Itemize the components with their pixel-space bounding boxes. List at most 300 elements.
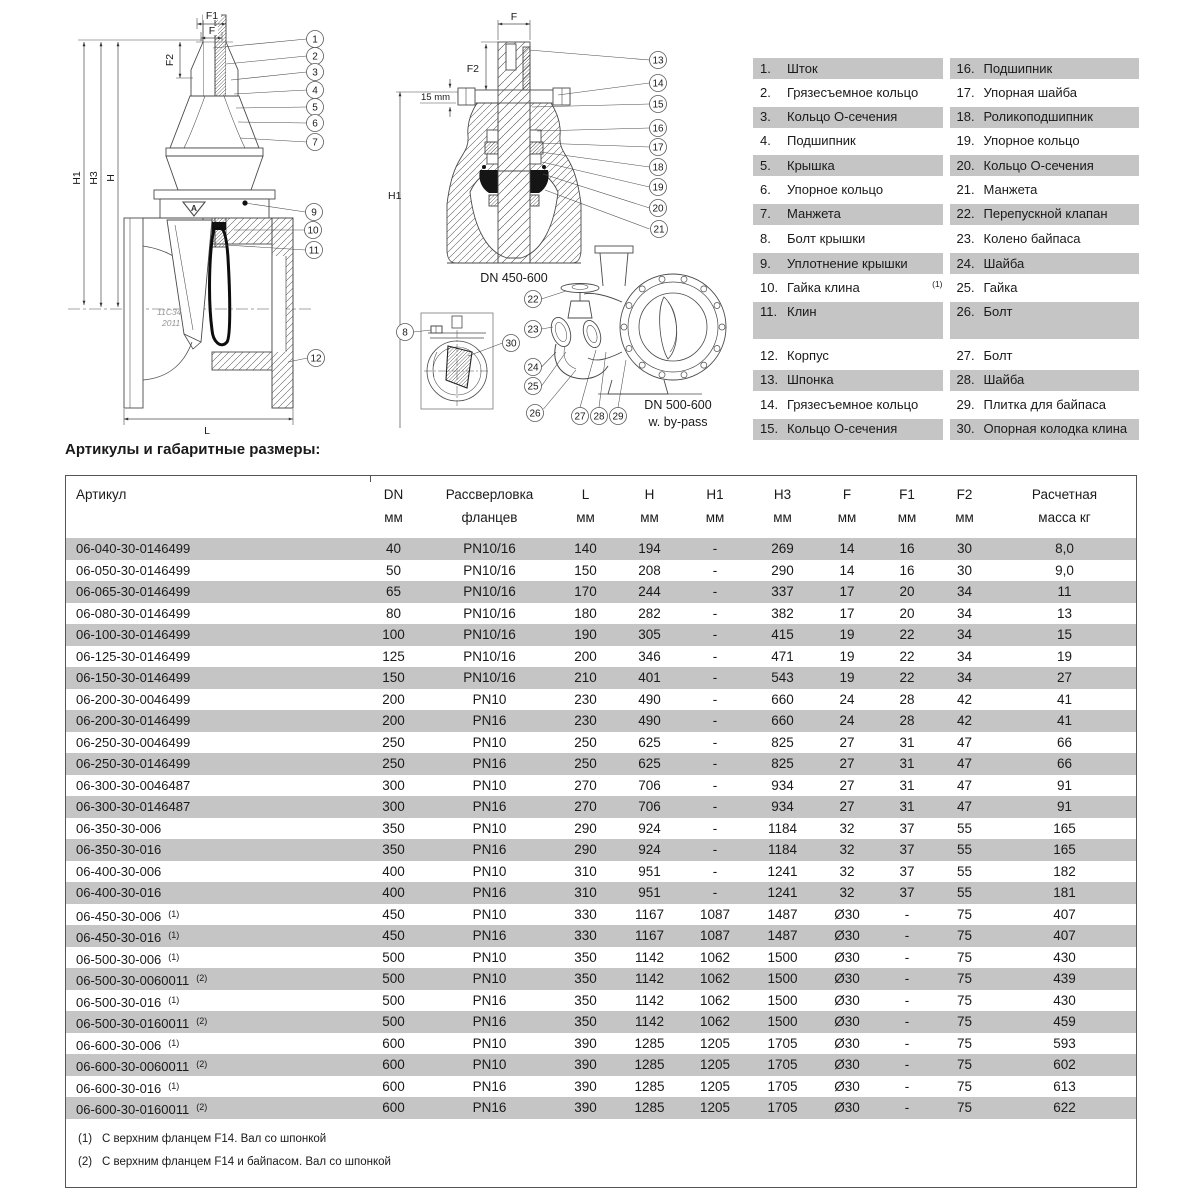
value-cell: 91	[1056, 799, 1073, 814]
part-number: 15.	[760, 421, 779, 437]
value-cell: -	[904, 1100, 910, 1115]
part-label: Грязесъемное кольцо	[787, 396, 919, 412]
article-cell	[66, 861, 361, 883]
value-cell: Ø30	[834, 992, 860, 1008]
value-cell: 825	[771, 734, 794, 750]
part-number: 16.	[956, 60, 975, 76]
value-cell: 230	[574, 691, 597, 707]
value-cell: 75	[956, 928, 973, 943]
article-cell	[66, 538, 361, 560]
part-footnote-marker: (1)	[932, 278, 943, 289]
article-number: 06-350-30-016	[76, 842, 162, 857]
table-row	[66, 1054, 1136, 1076]
value-cell: 600	[382, 1057, 405, 1072]
value-cell: 100	[382, 627, 405, 642]
value-cell: 543	[771, 670, 794, 685]
part-number: 8.	[760, 230, 771, 246]
value-cell: 16	[899, 541, 915, 556]
part-number: 22.	[956, 206, 975, 222]
value-cell: 290	[771, 562, 794, 578]
value-cell: 1285	[634, 1100, 665, 1115]
article-cell	[66, 818, 361, 840]
callout-label: 4	[312, 85, 318, 97]
value-cell: 1500	[767, 971, 798, 986]
article-footnote-marker: (1)	[168, 930, 180, 940]
parts-list-item	[950, 179, 1140, 200]
value-cell: -	[712, 541, 718, 556]
callout-label: 13	[652, 55, 664, 67]
parts-list-item	[753, 107, 943, 128]
value-cell: 430	[1053, 992, 1076, 1008]
value-cell: 22	[899, 670, 915, 685]
table-row	[66, 1076, 1136, 1098]
drawing-caption-dn500-600: DN 500-600	[644, 398, 712, 412]
value-cell: 300	[382, 799, 405, 814]
value-cell: 27	[1056, 670, 1073, 685]
callout-label: 30	[505, 338, 517, 350]
value-cell: 337	[771, 584, 794, 599]
value-cell: 20	[899, 584, 915, 599]
value-cell: 14	[839, 541, 855, 556]
callout-label: 21	[653, 224, 665, 236]
value-cell: -	[712, 863, 718, 879]
value-cell: 350	[382, 842, 405, 857]
dim-f2-label: F2	[466, 63, 479, 75]
part-label: Плитка для байпаса	[983, 396, 1106, 412]
part-label: Подшипник	[983, 60, 1053, 76]
table-row	[66, 925, 1136, 947]
value-cell: 439	[1053, 971, 1076, 986]
value-cell: 450	[382, 928, 405, 943]
part-label: Манжета	[983, 181, 1038, 197]
part-label: Кольцо О-сечения	[787, 109, 898, 125]
part-label: Шток	[787, 60, 818, 76]
value-cell: 55	[956, 885, 973, 900]
value-cell: 290	[574, 820, 597, 836]
value-cell: PN16	[472, 1100, 507, 1115]
value-cell: PN16	[472, 1078, 507, 1094]
value-cell: 1705	[767, 1100, 798, 1115]
value-cell: 706	[638, 799, 661, 814]
table-row	[66, 667, 1136, 689]
value-cell: 42	[956, 691, 973, 707]
value-cell: -	[712, 885, 718, 900]
table-row	[66, 1097, 1136, 1119]
table-footnotes	[66, 1119, 1136, 1187]
value-cell: 91	[1056, 777, 1073, 793]
brand-logo-mark: A	[190, 203, 198, 213]
value-cell: 11	[1057, 584, 1072, 599]
value-cell: -	[904, 906, 910, 922]
part-label: Болт	[983, 348, 1013, 364]
value-cell: PN10/16	[463, 627, 516, 642]
callout-label: 17	[652, 142, 664, 154]
value-cell: 34	[956, 605, 973, 621]
value-cell: 390	[574, 1100, 597, 1115]
dim-h1-label: H1	[388, 190, 402, 202]
part-number: 29.	[956, 396, 975, 412]
parts-list-item	[753, 302, 943, 339]
value-cell: PN10/16	[463, 648, 516, 664]
table-row	[66, 882, 1136, 904]
value-cell: 41	[1056, 713, 1073, 728]
part-label: Корпус	[787, 348, 829, 364]
value-cell: 19	[839, 648, 855, 664]
callout-label: 7	[312, 137, 318, 149]
callout-label: 3	[312, 67, 318, 79]
part-label: Роликоподшипник	[983, 109, 1093, 125]
value-cell: 1062	[699, 949, 731, 965]
value-cell: 16	[899, 562, 915, 578]
value-cell: 22	[899, 648, 915, 664]
value-cell: 459	[1053, 1014, 1076, 1029]
dim-15mm-label: 15 mm	[421, 92, 451, 103]
value-cell: 75	[956, 949, 973, 965]
footnote-marker: (2)	[78, 1155, 93, 1168]
callout-label: 19	[652, 182, 664, 194]
value-cell: 490	[638, 713, 661, 728]
value-cell: PN10/16	[463, 670, 516, 685]
value-cell: 37	[899, 885, 915, 900]
article-number: 06-400-30-006	[76, 863, 162, 879]
article-footnote-marker: (1)	[168, 1037, 180, 1048]
part-label: Гайка клина	[787, 279, 860, 295]
col-header-l: L мм	[576, 487, 595, 525]
parts-list-item	[753, 82, 943, 103]
table-row	[66, 990, 1136, 1012]
value-cell: 190	[574, 627, 597, 642]
value-cell: 1241	[767, 863, 798, 879]
dim-h-label: H	[105, 174, 117, 182]
value-cell: Ø30	[834, 1014, 860, 1029]
value-cell: 75	[956, 992, 973, 1008]
value-cell: 150	[574, 562, 597, 578]
value-cell: 706	[638, 777, 661, 793]
article-number: 06-350-30-006	[76, 820, 162, 836]
value-cell: 194	[638, 541, 661, 556]
part-number: 4.	[760, 133, 771, 149]
table-row	[66, 775, 1136, 797]
article-number: 06-600-30-006	[76, 1037, 162, 1053]
col-header-h1: H1 мм	[705, 487, 725, 525]
col-header-article: Артикул	[76, 487, 127, 502]
value-cell: 330	[574, 928, 597, 943]
value-cell: PN10	[472, 734, 507, 750]
parts-list-item	[950, 58, 1140, 79]
part-number: 25.	[956, 279, 975, 295]
value-cell: 22	[899, 627, 915, 642]
value-cell: PN10	[472, 971, 507, 986]
value-cell: 1241	[767, 885, 798, 900]
parts-list-item	[753, 58, 943, 79]
value-cell: 401	[638, 670, 661, 685]
value-cell: 1205	[699, 1100, 731, 1115]
part-number: 27.	[956, 348, 975, 364]
dim-l-label: L	[204, 425, 210, 437]
article-cell	[66, 753, 361, 775]
article-number: 06-500-30-0060011	[76, 973, 190, 988]
table-row	[66, 624, 1136, 646]
table-header	[66, 476, 1136, 538]
value-cell: PN10	[472, 1057, 507, 1072]
value-cell: 50	[385, 562, 402, 578]
article-cell	[66, 1011, 361, 1033]
col-header-f2: F2 мм	[955, 487, 974, 525]
value-cell: 1142	[634, 949, 665, 965]
value-cell: -	[712, 799, 718, 814]
value-cell: -	[712, 713, 718, 728]
part-number: 10.	[760, 279, 779, 295]
value-cell: 924	[638, 842, 661, 857]
callout-label: 6	[312, 118, 318, 130]
article-footnote-marker: (2)	[196, 1059, 208, 1069]
part-number: 26.	[956, 303, 975, 319]
value-cell: 250	[382, 734, 405, 750]
value-cell: -	[712, 670, 718, 685]
value-cell: 208	[638, 562, 661, 578]
value-cell: 13	[1056, 605, 1073, 621]
part-label: Подшипник	[787, 133, 856, 149]
value-cell: 330	[574, 906, 597, 922]
value-cell: 350	[574, 971, 597, 986]
article-number: 06-600-30-0160011	[76, 1102, 190, 1117]
article-cell	[66, 732, 361, 754]
article-number: 06-500-30-006	[76, 951, 162, 967]
value-cell: 1487	[767, 928, 798, 943]
value-cell: 165	[1053, 820, 1076, 836]
part-label: Колено байпаса	[983, 230, 1081, 246]
article-footnote-marker: (1)	[168, 1080, 180, 1091]
value-cell: PN16	[472, 928, 507, 943]
value-cell: 430	[1053, 949, 1076, 965]
value-cell: 305	[638, 627, 661, 642]
value-cell: -	[712, 691, 718, 707]
value-cell: -	[712, 842, 718, 857]
value-cell: 1062	[699, 1014, 731, 1029]
callout-label: 9	[311, 207, 317, 219]
value-cell: -	[904, 1035, 910, 1051]
callout-label: 2	[312, 51, 318, 63]
part-label: Крышка	[787, 157, 835, 173]
value-cell: 34	[956, 670, 973, 685]
part-number: 5.	[760, 157, 771, 173]
part-label: Перепускной клапан	[983, 206, 1108, 222]
part-label: Шайба	[983, 255, 1025, 271]
parts-list-item	[753, 346, 943, 367]
parts-list-item	[950, 155, 1140, 176]
value-cell: 66	[1056, 734, 1073, 750]
callout-label: 11	[308, 245, 320, 257]
col-header-dn: DN мм	[383, 487, 404, 525]
value-cell: 270	[574, 799, 597, 814]
dimensions-table	[65, 475, 1137, 1188]
parts-list-column-right	[950, 58, 1140, 443]
value-cell: 165	[1053, 842, 1076, 857]
value-cell: -	[712, 777, 718, 793]
value-cell: 600	[382, 1035, 405, 1051]
value-cell: 310	[574, 863, 597, 879]
value-cell: 37	[899, 820, 915, 836]
value-cell: -	[712, 627, 718, 642]
value-cell: 27	[839, 756, 855, 771]
article-number: 06-250-30-0046499	[76, 734, 191, 750]
article-number: 06-200-30-0046499	[76, 691, 191, 707]
col-header-mass: Расчетная масса кг	[1031, 487, 1098, 525]
part-label: Клин	[787, 303, 817, 319]
parts-list-item	[950, 394, 1140, 415]
parts-list-item	[950, 82, 1140, 103]
value-cell: -	[904, 971, 910, 986]
callout-label: 15	[652, 99, 664, 111]
parts-list-item	[753, 228, 943, 249]
table-row	[66, 1011, 1136, 1033]
value-cell: 150	[382, 670, 405, 685]
article-cell	[66, 1054, 361, 1076]
table-body	[66, 538, 1136, 1119]
value-cell: 622	[1053, 1100, 1076, 1115]
value-cell: 30	[956, 541, 973, 556]
value-cell: 500	[382, 1014, 405, 1029]
value-cell: Ø30	[834, 928, 860, 943]
parts-list	[753, 58, 1139, 443]
article-cell	[66, 1097, 361, 1119]
value-cell: 1285	[634, 1035, 665, 1051]
value-cell: PN16	[472, 842, 507, 857]
value-cell: 1062	[699, 992, 731, 1008]
parts-list-item	[753, 155, 943, 176]
value-cell: PN16	[472, 885, 507, 900]
value-cell: 1087	[699, 906, 731, 922]
table-row	[66, 538, 1136, 560]
value-cell: 75	[956, 1100, 973, 1115]
parts-list-item	[753, 394, 943, 415]
parts-list-item	[753, 131, 943, 152]
col-header-f: F мм	[837, 487, 857, 525]
part-label: Шпонка	[787, 372, 834, 388]
article-cell	[66, 624, 361, 646]
value-cell: 593	[1053, 1035, 1076, 1051]
table-row	[66, 861, 1136, 883]
part-number: 3.	[760, 109, 771, 125]
value-cell: 269	[771, 541, 794, 556]
part-number: 23.	[956, 230, 975, 246]
value-cell: 346	[638, 648, 661, 664]
value-cell: 66	[1056, 756, 1073, 771]
article-footnote-marker: (1)	[168, 951, 180, 962]
article-cell	[66, 646, 361, 668]
value-cell: Ø30	[834, 1035, 860, 1051]
value-cell: 182	[1053, 863, 1076, 879]
parts-list-item	[950, 204, 1140, 225]
value-cell: 600	[382, 1100, 405, 1115]
value-cell: 20	[899, 605, 915, 621]
value-cell: 19	[839, 627, 855, 642]
value-cell: Ø30	[834, 1100, 860, 1115]
value-cell: 30	[956, 562, 973, 578]
value-cell: PN10	[472, 949, 507, 965]
part-number: 2.	[760, 84, 771, 100]
part-label: Упорная шайба	[983, 84, 1078, 100]
callout-label: 10	[307, 225, 319, 237]
value-cell: 1184	[767, 842, 798, 857]
value-cell: 1142	[634, 1014, 665, 1029]
article-footnote-marker: (2)	[196, 1102, 208, 1112]
value-cell: 1705	[767, 1035, 798, 1051]
value-cell: 244	[638, 584, 661, 599]
value-cell: 34	[956, 584, 973, 599]
value-cell: 1500	[767, 1014, 798, 1029]
article-number: 06-080-30-0146499	[76, 605, 191, 621]
value-cell: 31	[899, 777, 915, 793]
value-cell: 40	[385, 541, 402, 556]
value-cell: 350	[574, 992, 597, 1008]
value-cell: 1205	[699, 1057, 731, 1072]
value-cell: 407	[1053, 928, 1076, 943]
article-number: 06-400-30-016	[76, 885, 162, 900]
article-footnote-marker: (1)	[168, 908, 180, 919]
parts-list-item	[950, 107, 1140, 128]
part-label: Кольцо О-сечения	[787, 421, 898, 437]
value-cell: 28	[899, 713, 915, 728]
article-cell	[66, 560, 361, 582]
article-cell	[66, 947, 361, 969]
parts-list-item	[753, 370, 943, 391]
article-number: 06-250-30-0146499	[76, 756, 191, 771]
article-number: 06-450-30-006	[76, 908, 162, 924]
value-cell: 32	[839, 885, 855, 900]
table-row	[66, 603, 1136, 625]
value-cell: -	[904, 1057, 910, 1072]
value-cell: 170	[574, 584, 597, 599]
value-cell: 14	[839, 562, 855, 578]
value-cell: 282	[638, 605, 661, 621]
value-cell: 1500	[767, 992, 798, 1008]
value-cell: 500	[382, 949, 405, 965]
article-cell	[66, 925, 361, 947]
table-row	[66, 581, 1136, 603]
value-cell: 350	[382, 820, 405, 836]
article-number: 06-600-30-016	[76, 1080, 162, 1096]
table-row	[66, 947, 1136, 969]
value-cell: 1184	[767, 820, 798, 836]
footnote-marker: (1)	[78, 1132, 93, 1145]
article-number: 06-600-30-0060011	[76, 1059, 190, 1074]
value-cell: 602	[1053, 1057, 1076, 1072]
part-number: 1.	[760, 60, 771, 76]
value-cell: 27	[839, 799, 855, 814]
callout-label: 5	[312, 102, 318, 114]
value-cell: -	[712, 756, 718, 771]
table-title: Артикулы и габаритные размеры:	[65, 441, 321, 458]
parts-list-item	[753, 277, 943, 298]
article-cell	[66, 667, 361, 689]
value-cell: 28	[899, 691, 915, 707]
value-cell: 75	[956, 906, 973, 922]
part-label: Манжета	[787, 206, 841, 222]
value-cell: 934	[771, 799, 794, 814]
value-cell: 600	[382, 1078, 405, 1094]
part-label: Шайба	[983, 372, 1025, 388]
value-cell: 1167	[634, 928, 665, 943]
value-cell: 500	[382, 992, 405, 1008]
parts-list-item	[950, 370, 1140, 391]
part-label: Болт крышки	[787, 230, 866, 246]
value-cell: 32	[839, 842, 855, 857]
part-label: Упорное кольцо	[787, 181, 884, 197]
value-cell: PN16	[472, 756, 507, 771]
part-label: Грязесъемное кольцо	[787, 84, 919, 100]
value-cell: Ø30	[834, 949, 860, 965]
